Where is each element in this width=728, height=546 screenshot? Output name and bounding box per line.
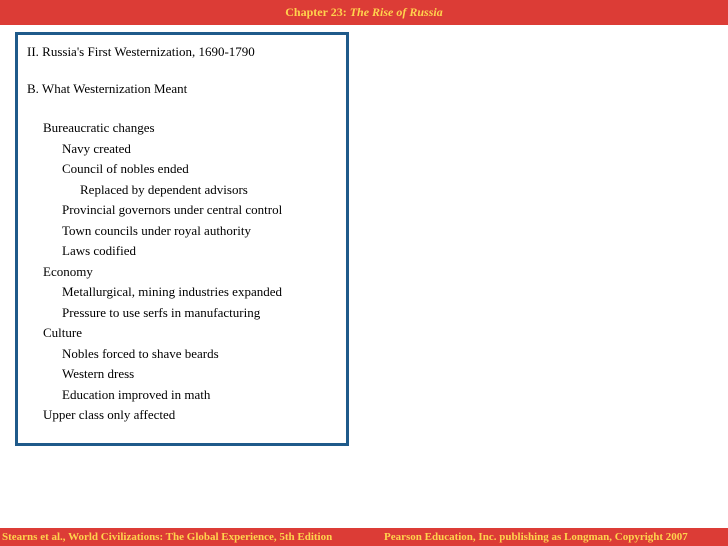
- outline-item: Nobles forced to shave beards: [62, 345, 219, 361]
- footer-citation: Stearns et al., World Civilizations: The Global Experience, 5th Edition: [2, 531, 333, 543]
- footer-bar: [0, 528, 728, 546]
- outline-item: Culture: [43, 325, 82, 340]
- chapter-label: Chapter 23:: [285, 5, 347, 19]
- outline-item: Laws codified: [62, 243, 137, 258]
- chapter-header-bar: [0, 0, 728, 25]
- outline-item: Provincial governors under central control: [62, 202, 283, 217]
- subsection-heading: B. What Westernization Meant: [27, 81, 188, 96]
- outline-item: Navy created: [62, 140, 131, 156]
- section-heading: II. Russia's First Westernization, 1690-1790: [27, 44, 255, 59]
- outline-item: Western dress: [62, 366, 135, 381]
- outline-item: Economy: [43, 263, 93, 279]
- outline-list: [18, 118, 282, 426]
- slide-content-box: [15, 32, 349, 446]
- chapter-title: The Rise of Russia: [349, 5, 443, 19]
- outline-item: Metallurgical, mining industries expanded: [62, 284, 282, 299]
- outline-item: Upper class only affected: [43, 407, 176, 422]
- outline-item: Replaced by dependent advisors: [80, 181, 248, 197]
- outline-item: Town councils under royal authority: [62, 222, 251, 238]
- outline-item: Pressure to use serfs in manufacturing: [62, 304, 261, 320]
- outline-item: Council of nobles ended: [62, 161, 189, 176]
- outline-item: Bureaucratic changes: [43, 120, 155, 135]
- outline-item: Education improved in math: [62, 386, 211, 402]
- footer-publisher: Pearson Education, Inc. publishing as Longman, Copyright 2007: [384, 531, 688, 543]
